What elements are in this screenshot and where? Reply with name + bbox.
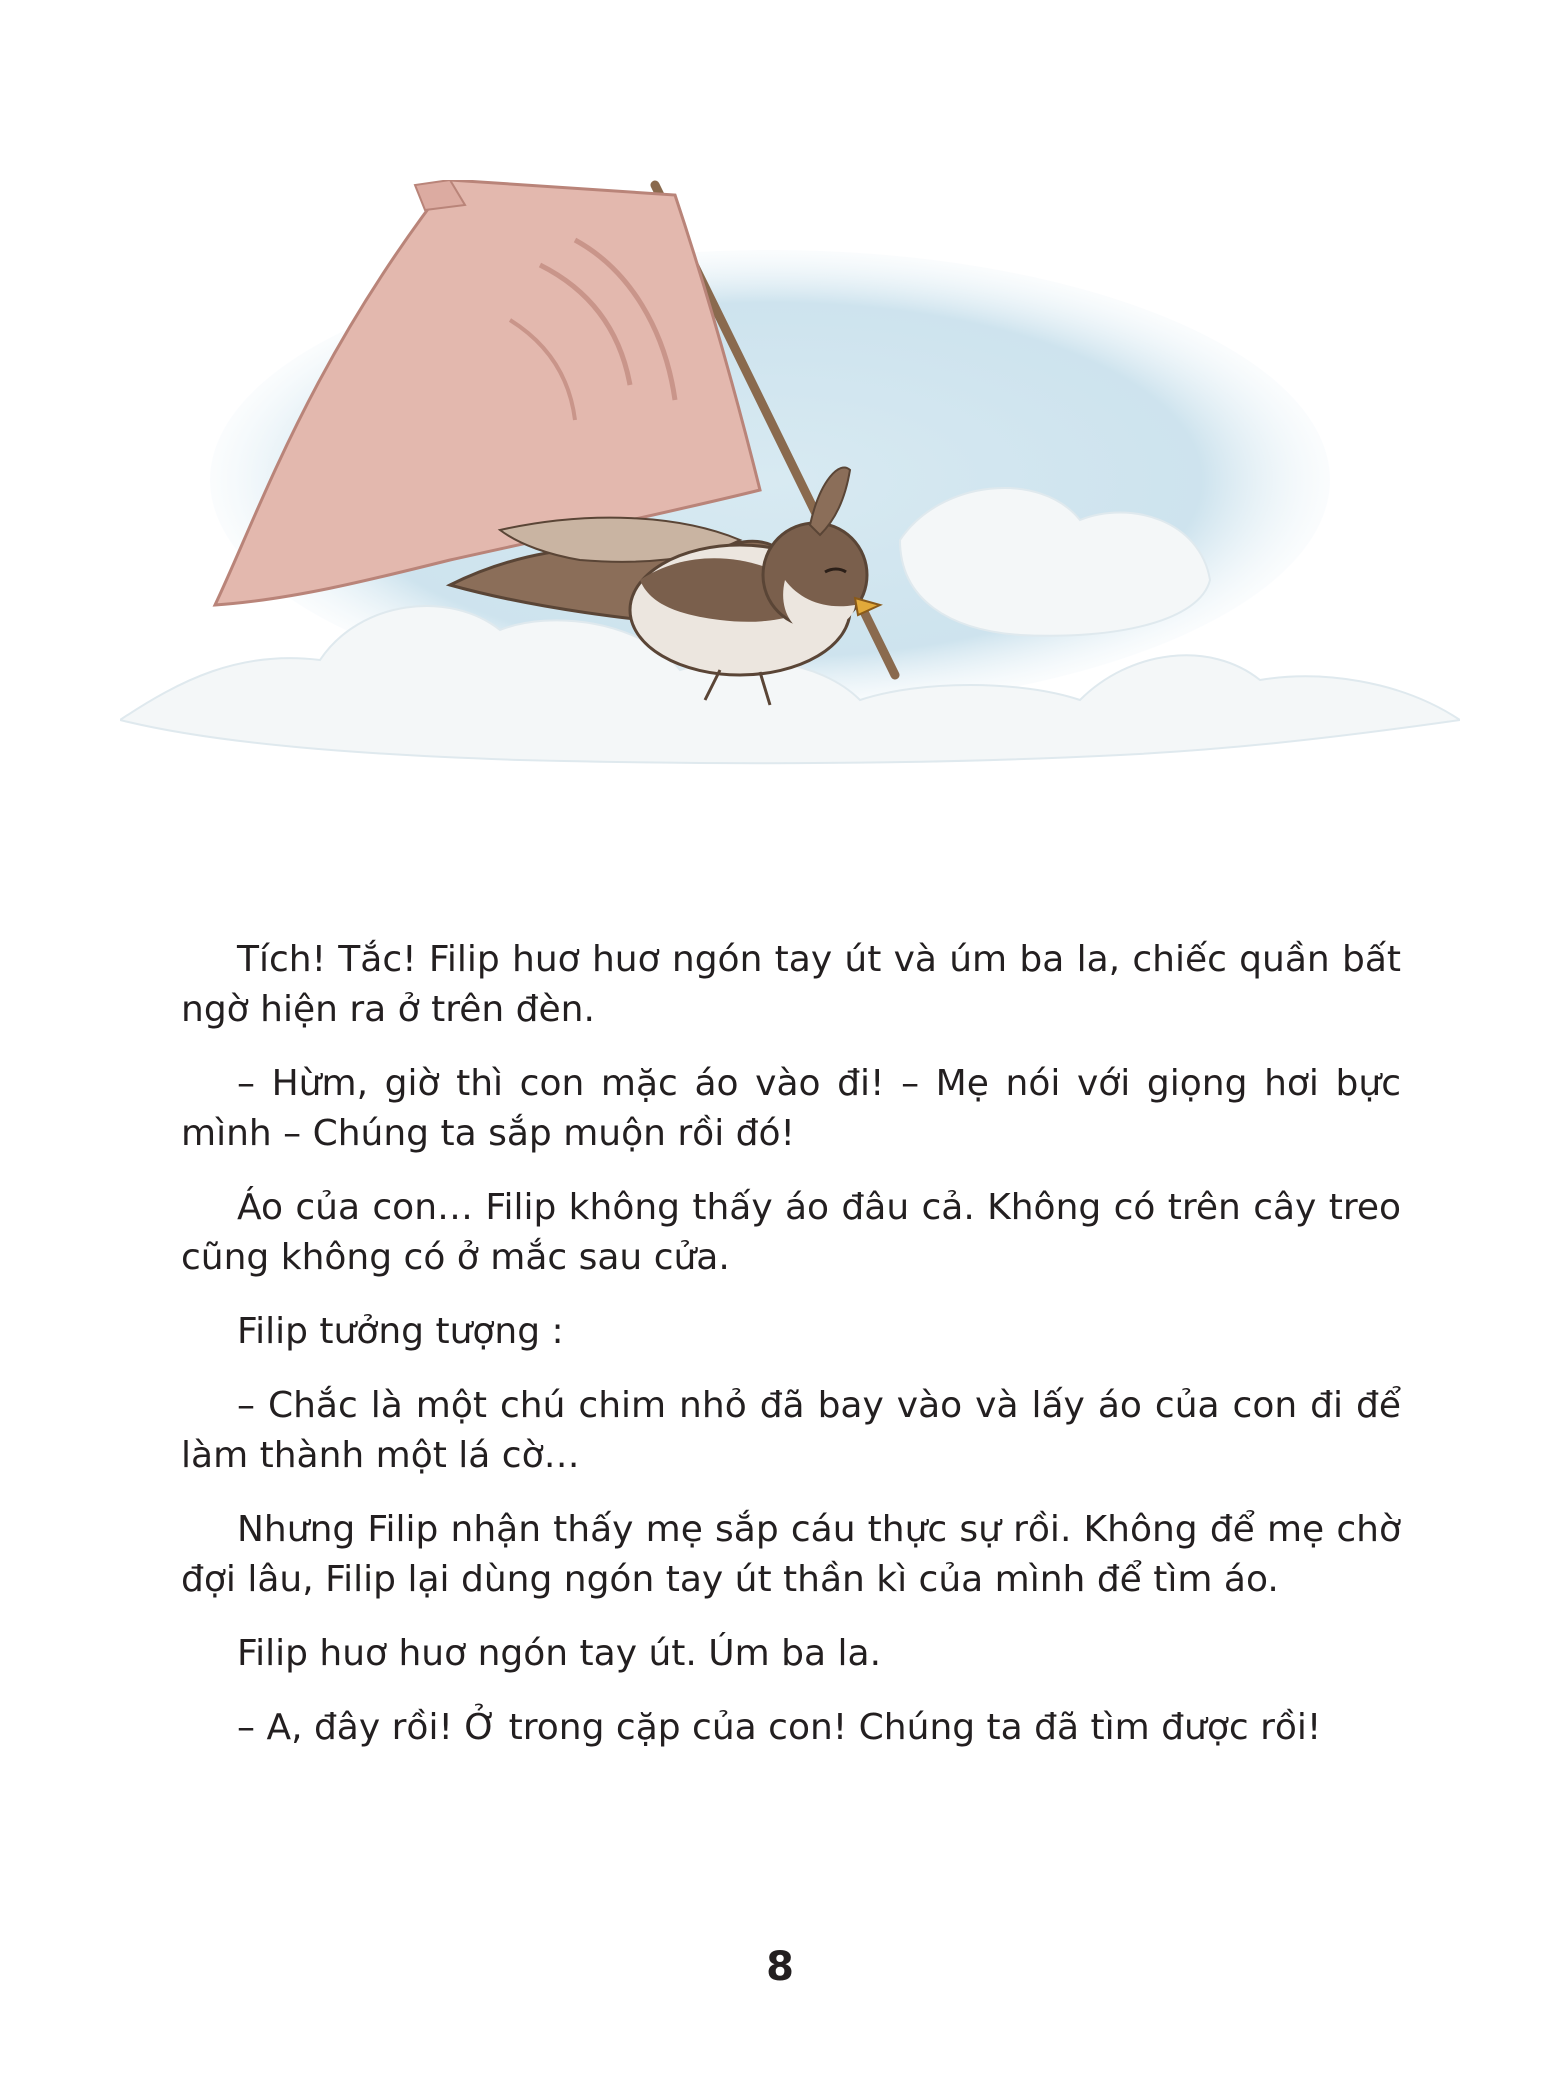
bird-flag-illustration [120, 180, 1460, 800]
paragraph-2: – Hừm, giờ thì con mặc áo vào đi! – Mẹ nói với giọng hơi bực mình – Chúng ta sắp muộn rồi đó! [181, 1063, 1401, 1154]
paragraph-3: Áo của con… Filip không thấy áo đâu cả. Không có trên cây treo cũng không có ở mắc sau cửa. [181, 1187, 1401, 1278]
story-text [181, 935, 1401, 1777]
paragraph-1: Tích! Tắc! Filip huơ huơ ngón tay út và úm ba la, chiếc quần bất ngờ hiện ra ở trên đèn. [181, 939, 1401, 1030]
page-number: 8 [766, 1944, 794, 1990]
paragraph-7: Filip huơ huơ ngón tay út. Úm ba la. [237, 1633, 882, 1674]
paragraph-6: Nhưng Filip nhận thấy mẹ sắp cáu thực sự rồi. Không để mẹ chờ đợi lâu, Filip lại dùng ngón tay út thần kì của mình để tìm áo. [181, 1509, 1401, 1600]
paragraph-4: Filip tưởng tượng : [237, 1311, 564, 1352]
bird-carrying-shirt-flag-drawing [120, 180, 1460, 800]
paragraph-8: – A, đây rồi! Ở trong cặp của con! Chúng ta đã tìm được rồi! [237, 1707, 1322, 1748]
paragraph-5: – Chắc là một chú chim nhỏ đã bay vào và lấy áo của con đi để làm thành một lá cờ… [181, 1385, 1401, 1476]
